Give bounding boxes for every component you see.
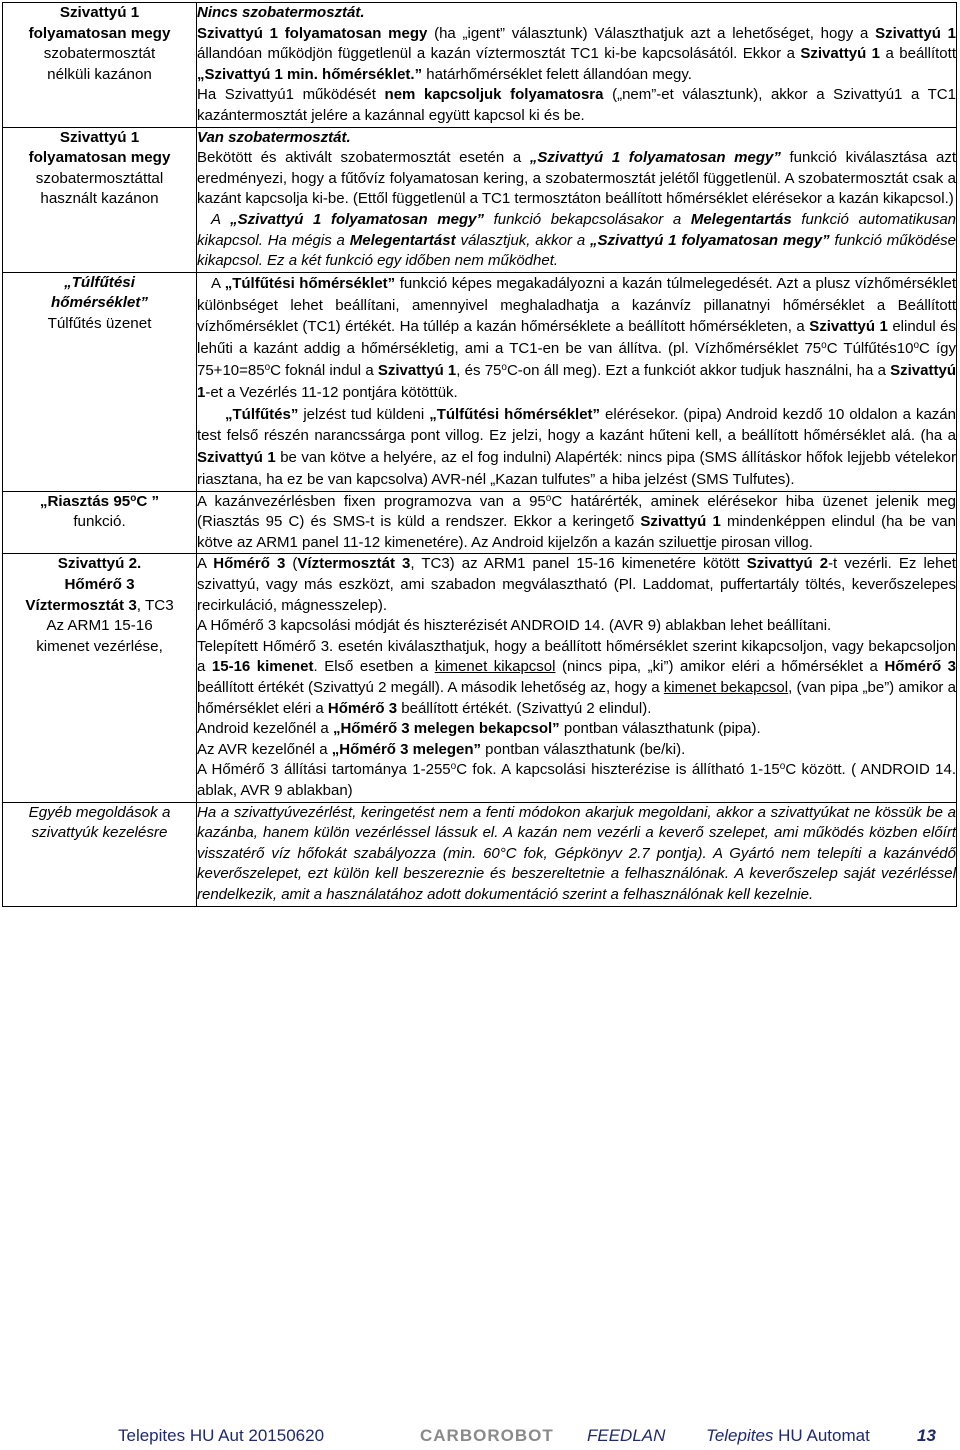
paragraph: A Hőmérő 3 kapcsolási módját és hiszterézisét ANDROID 14. (AVR 9) ablakban lehet beállítani. — [197, 617, 832, 635]
row-label-cell — [3, 272, 197, 491]
paragraph: A „Túlfűtési hőmérséklet” funkció képes megakadályozni a kazán túlmelegedését. Azt a plusz vízhőmérséklet különbséget lehet beállítani, amennyivel meghaladhatja a kazánvíz pillanatnyi hőmérséklet a Beállított vízhőmérséklet (TC1) értékét. Ha túllép a kazán hőmérséklete a beállított hőmérsékleten, a Szivattyú 1 elindul és lehűti a kazánt addig a hőmérsékletig, ami a TC1-en be van állítva. (pl. Vízhőmérséklet 75$^o$C Túlfűtés10$^o$C így $75+10=85^oC$ foknál indul a Szivattyú 1, és 75$^o$C-on áll meg). Ezt a funkciót akkor tudjuk használni, ha a Szivattyú 1-et a Vezérlés 11-12 pontjára kötöttük. — [197, 274, 956, 401]
row-label: Szivattyú 1 folyamatosan megy — [28, 4, 171, 42]
footer-doc-id: Telepites HU Aut 20150620 — [118, 1426, 325, 1445]
row-description-cell — [197, 272, 957, 491]
row-label-cell — [3, 554, 197, 802]
table-row — [3, 272, 957, 491]
row-label-cell — [3, 491, 197, 554]
paragraph: Ha a szivattyúvezérlést, keringetést nem a fenti módokon akarjuk megoldani, akkor a szivattyúkat ne kössük be a kazánba, hanem külön vezérléssel lássuk el. A kazán nem vezérli a keverő szelepet, ami működés közben előírt visszatérő víz hőfokát szabályozza (min. 60°C fok, Gépkönyv 2.7 pontja). A Gyártó nem telepíti a kazánvédő keverőszelepet, ezt külön kell beszereznie és beszereltetnie a felhasználónak. A keverőszelep saját vezérléssel rendelkezik, amit a használatához adott dokumentáció szerint a felhasználónak kell kezelnie. — [197, 803, 956, 903]
page-footer — [0, 1424, 960, 1450]
row-sublabel: szobatermosztát nélküli kazánon — [43, 45, 156, 83]
paragraph: A „Szivattyú 1 folyamatosan megy” funkció bekapcsolásakor a Melegentartás funkció automatikusan kikapcsol. Ha mégis a Melegentartást választjuk, akkor a „Szivattyú 1 folyamatosan megy” funkció működése kikapcsol. Ez a két funkció egy időben nem működhet. — [197, 210, 957, 270]
section-heading: Van szobatermosztát. — [197, 128, 351, 146]
table-row — [3, 554, 957, 802]
paragraph: Bekötött és aktivált szobatermosztát esetén a „Szivattyú 1 folyamatosan megy” funkció kiválasztása azt eredményezi, hogy a fűtővíz folyamatosan kering, a szobatermosztát jelétől függetlenül. A szobatermosztát csak a kazánt kapcsolja ki-be. (Ettől függetlenül a TC1 termosztáton beállított hőmérséklet elérésekor a kazán kikapcsol.) — [197, 149, 956, 208]
row-label-cell — [3, 3, 197, 128]
row-description-cell — [197, 491, 957, 554]
row-sublabel: funkció. — [73, 513, 126, 531]
paragraph: A Hőmérő 3 állítási tartománya 1-255$^o$C fok. A kapcsolási hiszterézise is állítható 1-15$^o$C között. ( ANDROID 14. ablak, AVR 9 ablakban) — [197, 761, 957, 799]
paragraph: „Túlfűtés” jelzést tud küldeni „Túlfűtési hőmérséklet” elérésekor. (pipa) Android kezdő 10 oldalon a kazán test felső részén narancssárga pont villog. Ez jelzi, hogy a kazánt hűteni kell, a beállított hőmérséklet alá. (ha a Szivattyú 1 be van kötve a helyére, az el fog indulni) Alapérték: nincs pipa (SMS állításkor hőfok lejjebb vételekor riasztana, ha ez be van kapcsolva) AVR-nél „Kazan tulfutes” a hiba jelzést (SMS Tulfutes). — [197, 405, 956, 488]
row-description-cell — [197, 3, 957, 128]
table-row — [3, 3, 957, 128]
row-sublabel: Az ARM1 15-16 kimenet vezérlése, — [36, 617, 163, 655]
row-label: „Riasztás 95$^o$C ” — [39, 492, 160, 510]
paragraph: Az AVR kezelőnél a „Hőmérő 3 melegen” pontban választhatunk (be/ki). — [197, 740, 686, 758]
row-label: Egyéb megoldások a szivattyúk kezelésre — [28, 803, 171, 842]
row-description-cell — [197, 127, 957, 272]
row-description-cell — [197, 554, 957, 802]
function-table — [2, 2, 957, 907]
row-label: Szivattyú 2. Hőmérő 3 Víztermosztát 3, TC3 — [25, 555, 174, 614]
page-number: 13 — [917, 1426, 936, 1445]
paragraph: A Hőmérő 3 (Víztermosztát 3, TC3) az ARM1 panel 15-16 kimenetére kötött Szivattyú 2-t vezérli. Ez lehet szivattyú, vagy más eszközt, ami szabadon megválasztható (Pl. Laddomat, puffertartály töltés, keverőszelepes recirkuláció, mágnesszelep). — [197, 555, 956, 614]
paragraph: A kazánvezérlésben fixen programozva van a 95$^o$C határérték, aminek elérésekor hiba üzenet jelenik meg (Riasztás 95 C) és SMS-t is küld a rendszer. Ekkor a keringető Szivattyú 1 mindenképpen elindul (ha be van kötve az ARM1 panel 11-12 kimenetére). Az Android kijelzőn a kazán sziluettje pirosan villog. — [197, 492, 956, 551]
paragraph: Szivattyú 1 folyamatosan megy (ha „igent” választunk) Választhatjuk azt a lehetőséget, hogy a Szivattyú 1 állandóan működjön függetlenül a kazán víztermosztát TC1 ki-be kapcsolásától. Ekkor a Szivattyú 1 a beállított „Szivattyú 1 min. hőmérséklet.” határhőmérséklet felett állandóan megy. — [197, 24, 957, 83]
row-description-cell — [197, 802, 957, 906]
paragraph: Ha Szivattyú1 működését nem kapcsoljuk folyamatosra („nem”-et választunk), akkor a Szivattyú1 a TC1 kazántermosztát jelére a kazánnal együtt kapcsol ki és be. — [197, 86, 956, 124]
table-row — [3, 127, 957, 272]
footer-feedlan: FEEDLAN — [587, 1426, 666, 1445]
row-label-cell — [3, 802, 197, 906]
section-heading: Nincs szobatermosztát. — [197, 4, 365, 21]
footer-title: Telepites HU Automat — [706, 1426, 870, 1445]
row-sublabel: szobatermosztáttal használt kazánon — [35, 169, 164, 208]
paragraph: Telepített Hőmérő 3. esetén kiválaszthatjuk, hogy a beállított hőmérséklet szerint kikapcsoljon, vagy bekapcsoljon a 15-16 kimenet. Első esetben a kimenet kikapcsol (nincs pipa, „ki”) amikor eléri a hőmérséklet a Hőmérő 3 beállított értékét (Szivattyú 2 megáll). A második lehetőség az, hogy a kimenet bekapcsol, (van pipa „be”) amikor a hőmérséklet eléri a Hőmérő 3 beállított értékét. (Szivattyú 2 elindul). — [197, 637, 956, 717]
row-sublabel: Túlfűtés üzenet — [47, 314, 152, 332]
row-label: Szivattyú 1 folyamatosan megy — [28, 128, 171, 167]
carborobot-logo: CARBOROBOT — [420, 1426, 554, 1445]
row-label-cell — [3, 127, 197, 272]
row-label: „Túlfűtési hőmérséklet” — [50, 273, 149, 312]
paragraph: Android kezelőnél a „Hőmérő 3 melegen bekapcsol” pontban választhatunk (pipa). — [197, 720, 761, 738]
table-row — [3, 802, 957, 906]
table-row — [3, 491, 957, 554]
